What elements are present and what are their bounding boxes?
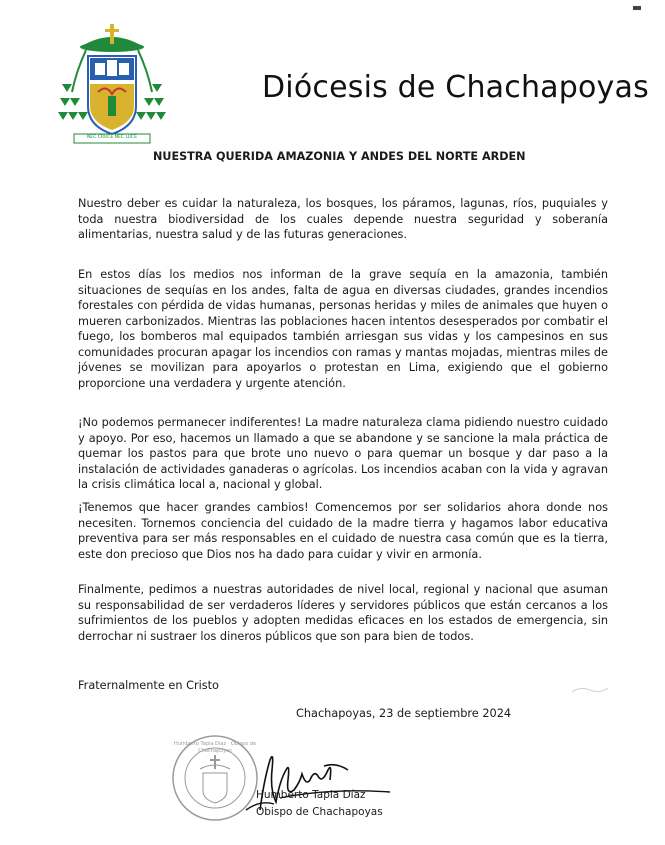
coat-motto: NEC CRUCE NEC LUCE — [86, 135, 138, 140]
corner-mark — [633, 6, 641, 10]
diocese-name: Diócesis de Chachapoyas — [262, 70, 649, 105]
signatory-role: Obispo de Chachapoyas — [256, 806, 383, 818]
paragraph-4: ¡Tenemos que hacer grandes cambios! Comencemos por ser solidarios ahora donde nos necesiten. Tornemos conciencia del cuidado de la madre tierra y hagamos labor educativa preventiva para ser más responsables en el cuidado de nuestra casa común que es la tierra, este don precioso que Dios nos ha dado para cuidar y vivir en armonía. — [78, 501, 608, 561]
letter-title: NUESTRA QUERIDA AMAZONIA Y ANDES DEL NORTE ARDEN — [153, 150, 526, 163]
paragraph-2: En estos días los medios nos informan de la grave sequía en la amazonia, también situaciones de sequías en los andes, falta de agua en diversas ciudades, grandes incendios forestales con pérdida de vidas humanas, personas heridas y miles de animales que huyen o mueren carbonizados. Mientras las poblaciones hacen intentos desesperados por combatir el fuego, los bomberos mal equipados también arriesgan sus vidas y los campesinos en sus comunidades procuran apagar los incendios con ramas y mantas mojadas, mientras miles de jóvenes se movilizan para apoyarlos o protestan en Lima, exigiendo que el gobierno proporcione una verdadera y urgente atención. — [78, 268, 608, 390]
date-line: Chachapoyas, 23 de septiembre 2024 — [296, 707, 512, 720]
stamp-text: Humberto Tapia Díaz · Obispo de Chachapoyas — [173, 741, 257, 754]
paragraph-5: Finalmente, pedimos a nuestras autoridades de nivel local, regional y nacional que asuman su responsabilidad de ser verdaderos líderes y servidores públicos que están cercanos a los sufrimientos de los pueblos y adopten medidas eficaces en los estados de emergencia, sin derrochar ni sustraer los dineros públicos que son para bien de todos. — [78, 583, 608, 643]
paragraph-3: ¡No podemos permanecer indiferentes! La madre naturaleza clama pidiendo nuestro cuidado y apoyo. Por eso, hacemos un llamado a que se abandone y se sancione la mala práctica de quemar los pastos para que brote uno nuevo o para quemar un bosque y dar paso a la instalación de actividades ganaderas o agrícolas. Los incendios acaban con la vida y agravan la crisis climática local a, nacional y global. — [78, 416, 608, 491]
signatory-name: Humberto Tapia Díaz — [256, 789, 366, 801]
faint-mark — [570, 684, 610, 696]
paragraph-1: Nuestro deber es cuidar la naturaleza, los bosques, los páramos, lagunas, ríos, puquiales y toda nuestra biodiversidad de los cuales depende nuestra seguridad y soberanía alimentarias, nuestra salud y de las futuras generaciones. — [78, 197, 608, 241]
closing-line: Fraternalmente en Cristo — [78, 679, 219, 692]
